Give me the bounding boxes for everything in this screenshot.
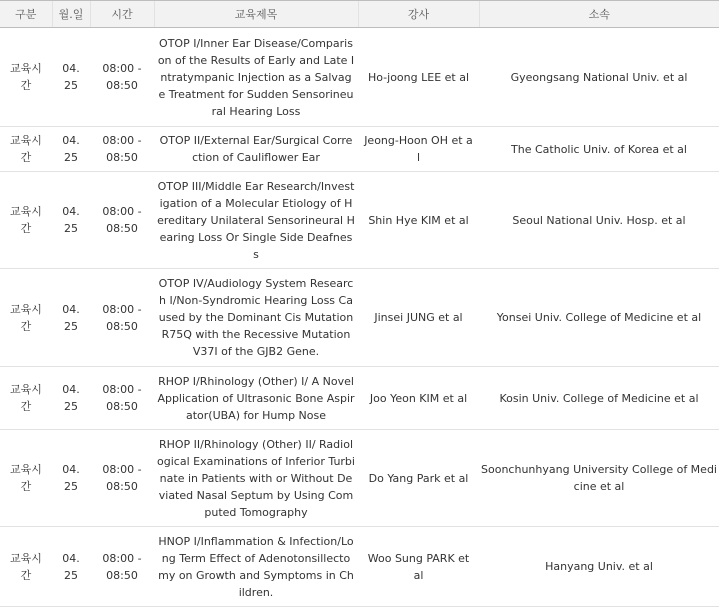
- header-affiliation: 소속: [479, 1, 719, 28]
- cell-date: 04.25: [52, 527, 90, 607]
- cell-date: 04.25: [52, 430, 90, 527]
- cell-title: OTOP I/Inner Ear Disease/Comparison of the Results of Early and Late Intratympanic Injection as a Salvage Treatment for Sudden Sensorineural Hearing Loss: [154, 28, 358, 127]
- cell-time: 08:00 - 08:50: [90, 430, 154, 527]
- cell-type: 교육시간: [0, 28, 52, 127]
- cell-type: 교육시간: [0, 367, 52, 430]
- cell-title: OTOP II/External Ear/Surgical Correction of Cauliflower Ear: [154, 127, 358, 172]
- cell-type: 교육시간: [0, 527, 52, 607]
- header-time: 시간: [90, 1, 154, 28]
- cell-lecturer: Jeong-Hoon OH et al: [358, 127, 479, 172]
- cell-affiliation: The Catholic Univ. of Korea et al: [479, 127, 719, 172]
- table-row: [0, 367, 719, 430]
- header-type: 구분: [0, 1, 52, 28]
- header-lecturer: 강사: [358, 1, 479, 28]
- table-row: [0, 127, 719, 172]
- cell-lecturer: Woo Sung PARK et al: [358, 527, 479, 607]
- cell-type: 교육시간: [0, 430, 52, 527]
- cell-affiliation: Soonchunhyang University College of Medicine et al: [479, 430, 719, 527]
- table-row: [0, 28, 719, 127]
- cell-type: 교육시간: [0, 172, 52, 269]
- cell-time: 08:00 - 08:50: [90, 28, 154, 127]
- table-header: [0, 1, 719, 28]
- cell-affiliation: Seoul National Univ. Hosp. et al: [479, 172, 719, 269]
- cell-time: 08:00 - 08:50: [90, 269, 154, 367]
- cell-time: 08:00 - 08:50: [90, 172, 154, 269]
- cell-title: OTOP III/Middle Ear Research/Investigation of a Molecular Etiology of Hereditary Unilateral Sensorineural Hearing Loss Or Single Side Deafness: [154, 172, 358, 269]
- cell-affiliation: Kosin Univ. College of Medicine et al: [479, 367, 719, 430]
- cell-lecturer: Jinsei JUNG et al: [358, 269, 479, 367]
- cell-time: 08:00 - 08:50: [90, 367, 154, 430]
- table-row: [0, 430, 719, 527]
- cell-type: 교육시간: [0, 269, 52, 367]
- cell-title: RHOP I/Rhinology (Other) I/ A Novel Application of Ultrasonic Bone Aspirator(UBA) for Hump Nose: [154, 367, 358, 430]
- cell-affiliation: Gyeongsang National Univ. et al: [479, 28, 719, 127]
- cell-affiliation: Hanyang Univ. et al: [479, 527, 719, 607]
- cell-type: 교육시간: [0, 127, 52, 172]
- cell-lecturer: Ho-joong LEE et al: [358, 28, 479, 127]
- table-row: [0, 172, 719, 269]
- cell-lecturer: Do Yang Park et al: [358, 430, 479, 527]
- cell-lecturer: Joo Yeon KIM et al: [358, 367, 479, 430]
- table-body: [0, 28, 719, 607]
- table-row: [0, 527, 719, 607]
- cell-title: HNOP I/Inflammation & Infection/Long Term Effect of Adenotonsillectomy on Growth and Symptoms in Children.: [154, 527, 358, 607]
- cell-date: 04.25: [52, 127, 90, 172]
- cell-title: OTOP IV/Audiology System Research I/Non-Syndromic Hearing Loss Caused by the Dominant Cis Mutation R75Q with the Recessive Mutation V37I of the GJB2 Gene.: [154, 269, 358, 367]
- header-date: 월.일: [52, 1, 90, 28]
- cell-date: 04.25: [52, 28, 90, 127]
- cell-title: RHOP II/Rhinology (Other) II/ Radiological Examinations of Inferior Turbinate in Patients with or Without Deviated Nasal Septum by Using Computed Tomography: [154, 430, 358, 527]
- cell-date: 04.25: [52, 269, 90, 367]
- cell-time: 08:00 - 08:50: [90, 527, 154, 607]
- header-row: [0, 1, 719, 28]
- cell-date: 04.25: [52, 367, 90, 430]
- cell-lecturer: Shin Hye KIM et al: [358, 172, 479, 269]
- table-row: [0, 269, 719, 367]
- cell-affiliation: Yonsei Univ. College of Medicine et al: [479, 269, 719, 367]
- header-title: 교육제목: [154, 1, 358, 28]
- cell-time: 08:00 - 08:50: [90, 127, 154, 172]
- cell-date: 04.25: [52, 172, 90, 269]
